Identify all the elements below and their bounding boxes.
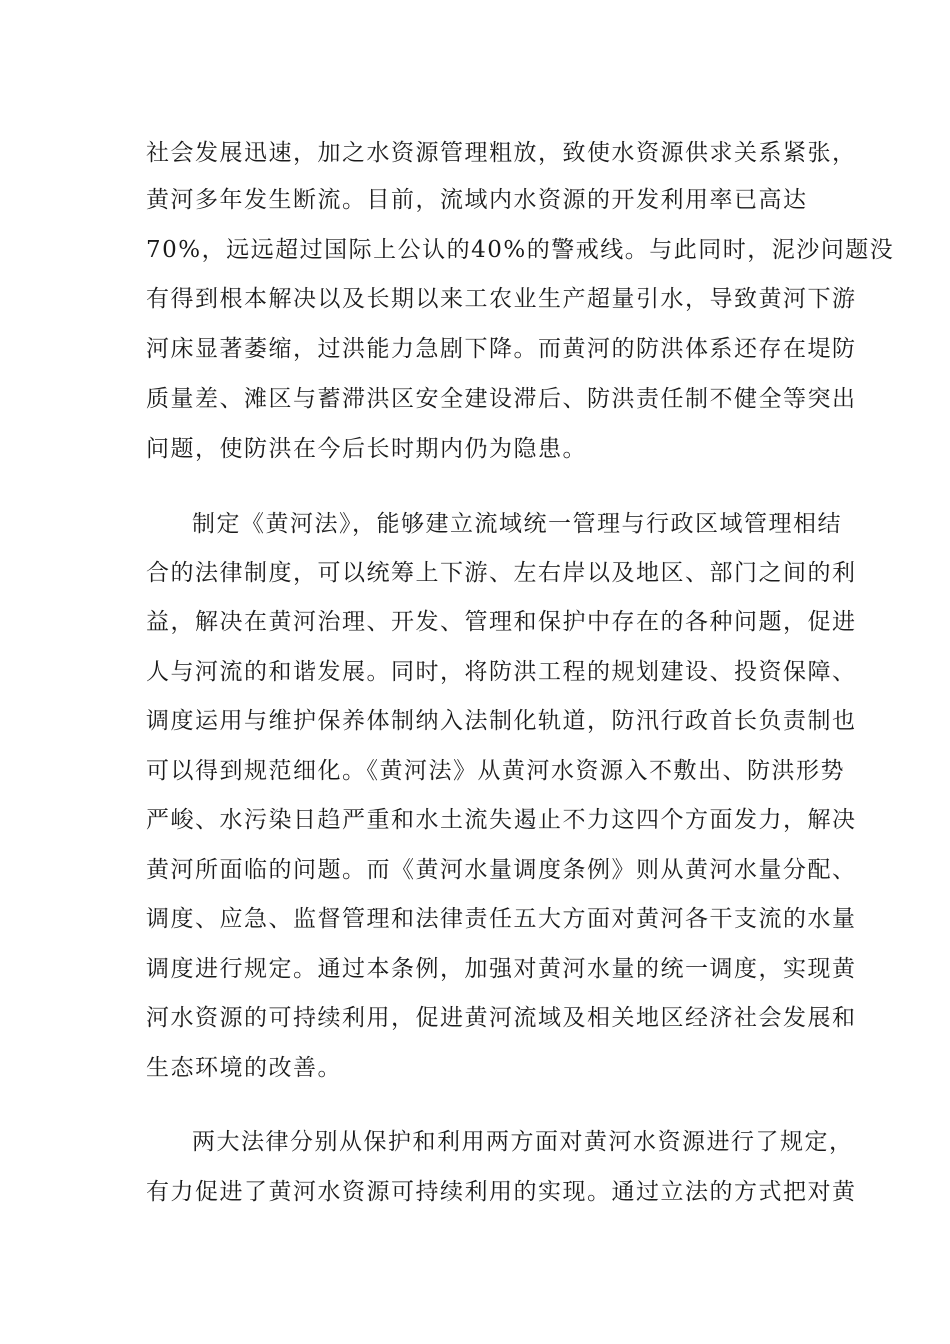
paragraph-2-line-2: 合的法律制度，可以统筹上下游、左右岸以及地区、部门之间的利 bbox=[146, 560, 857, 586]
paragraph-1-line-1: 社会发展迅速，加之水资源管理粗放，致使水资源供求关系紧张， bbox=[146, 140, 857, 166]
paragraph-2-line-8: 黄河所面临的问题。而《黄河水量调度条例》则从黄河水量分配、 bbox=[146, 857, 857, 883]
paragraph-1-line-3: 70%，远远超过国际上公认的40%的警戒线。与此同时，泥沙问题没 bbox=[146, 237, 895, 263]
paragraph-2-line-1: 制定《黄河法》，能够建立流域统一管理与行政区域管理相结 bbox=[192, 511, 842, 537]
paragraph-2-line-6: 可以得到规范细化。《黄河法》从黄河水资源入不敷出、防洪形势 bbox=[146, 758, 845, 784]
paragraph-2-line-7: 严峻、水污染日趋严重和水土流失遏止不力这四个方面发力，解决 bbox=[146, 807, 857, 833]
paragraph-3-line-1: 两大法律分别从保护和利用两方面对黄河水资源进行了规定， bbox=[192, 1129, 854, 1155]
paragraph-1-line-5: 河床显著萎缩，过洪能力急剧下降。而黄河的防洪体系还存在堤防 bbox=[146, 336, 857, 362]
paragraph-1-line-2: 黄河多年发生断流。目前，流域内水资源的开发利用率已高达 bbox=[146, 187, 808, 213]
paragraph-2-line-9: 调度、应急、监督管理和法律责任五大方面对黄河各干支流的水量 bbox=[146, 906, 857, 932]
paragraph-1-line-4: 有得到根本解决以及长期以来工农业生产超量引水，导致黄河下游 bbox=[146, 286, 857, 312]
paragraph-1-line-6: 质量差、滩区与蓄滞洪区安全建设滞后、防洪责任制不健全等突出 bbox=[146, 386, 857, 412]
paragraph-2-line-5: 调度运用与维护保养体制纳入法制化轨道，防汛行政首长负责制也 bbox=[146, 708, 857, 734]
paragraph-2-line-4: 人与河流的和谐发展。同时，将防洪工程的规划建设、投资保障、 bbox=[146, 659, 857, 685]
paragraph-2-line-10: 调度进行规定。通过本条例，加强对黄河水量的统一调度，实现黄 bbox=[146, 956, 857, 982]
paragraph-2-line-12: 生态环境的改善。 bbox=[146, 1055, 342, 1081]
paragraph-3-line-2: 有力促进了黄河水资源可持续利用的实现。通过立法的方式把对黄 bbox=[146, 1179, 857, 1205]
paragraph-2-line-3: 益，解决在黄河治理、开发、管理和保护中存在的各种问题，促进 bbox=[146, 609, 857, 635]
paragraph-2-line-11: 河水资源的可持续利用，促进黄河流域及相关地区经济社会发展和 bbox=[146, 1005, 857, 1031]
paragraph-1-line-7: 问题，使防洪在今后长时期内仍为隐患。 bbox=[146, 436, 587, 462]
